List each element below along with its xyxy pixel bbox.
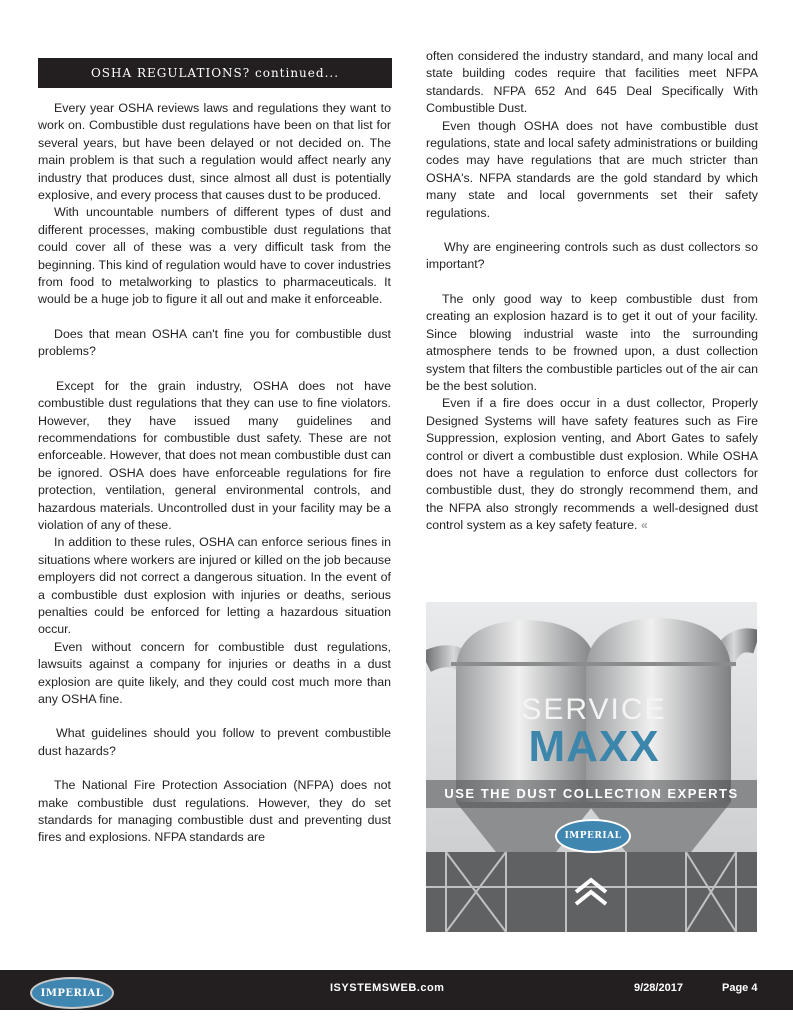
section-header-title: OSHA REGULATIONS? continued...	[90, 66, 340, 80]
paragraph: Even though OSHA does not have combustible dust regulations, state and local safety administrations or building codes may have regulations that are much stricter than OSHA's. NFPA standards are the gold standard by which many state and local governments set their safety regulations.	[426, 118, 758, 220]
end-mark-icon: «	[640, 518, 648, 533]
paragraph: With uncountable numbers of different types of dust and different processes, making combustible dust regulations that could cover all of these was a very difficult task from the beginning. This kind of regulation would have to cover industries from food to metalworking to plastics to pharmaceuticals. It would be a huge job to figure it all out and make it enforceable.	[38, 205, 391, 307]
question-heading: Why are engineering controls such as dust collectors so important?	[426, 240, 758, 272]
silo-band	[451, 662, 736, 666]
ad-imperial-logo	[555, 819, 631, 853]
footer-bar	[0, 970, 793, 1010]
service-maxx-ad[interactable]	[426, 602, 757, 932]
footer-logo-text: IMPERIAL	[40, 987, 104, 999]
ad-service-text: SERVICE	[521, 693, 667, 726]
paragraph: In addition to these rules, OSHA can enforce serious fines in situations where workers are injured or killed on the job because employers did not correct a dangerous situation. In the event of a combustible dust explosion with injuries or deaths, serious penalties could be enforced for letting a hazardous situation occur.	[38, 535, 391, 637]
footer-date: 9/28/2017	[634, 982, 683, 994]
ad-logo-text: IMPERIAL	[564, 831, 622, 841]
paragraph: The National Fire Protection Association (NFPA) does not make combustible dust regulations. However, they do set standards for managing combustible dust and preventing dust fires and explosions. NFPA standards are	[38, 778, 391, 845]
paragraph: The only good way to keep combustible dust from creating an explosion hazard is to get it out of your facility. Since blowing industrial waste into the surrounding atmosphere tends to be frowned upon, a dust collection system that filters the combustible particles out of the air can be the best solution.	[426, 291, 758, 393]
footer-website-link[interactable]: ISYSTEMSWEB.com	[330, 982, 445, 994]
paragraph	[426, 395, 758, 534]
paragraph: Even without concern for combustible dust regulations, lawsuits against a company for injuries or deaths in a dust explosion are quite likely, and they could cost much more than any OSHA fine.	[38, 639, 391, 706]
paragraph: Every year OSHA reviews laws and regulations they want to work on. Combustible dust regulations have been on that list for several years, but have been delayed or not decided on. The main problem is that such a regulation would affect nearly any industry that produces dust, since almost all dust is potentially explosive, and every process that causes dust to be produced.	[38, 101, 391, 203]
ad-maxx-text: MAXX	[528, 722, 660, 771]
section-header-bar	[38, 58, 392, 88]
ad-tagline: USE THE DUST COLLECTION EXPERTS	[444, 786, 739, 801]
right-column	[426, 48, 758, 535]
question-heading: Does that mean OSHA can't fine you for combustible dust problems?	[38, 326, 391, 359]
left-column	[38, 100, 391, 847]
paragraph-text: Even if a fire does occur in a dust collector, Properly Designed Systems will have safety features such as Fire Suppression, explosion venting, and Abort Gates to safely control or divert a combustible dust explosion. While OSHA does not have a regulation to enforce dust collectors for combustible dust, they do strongly recommend them, and the NFPA also strongly recommends a well-designed dust control system as a key safety feature.	[426, 396, 758, 533]
footer-page-number: Page 4	[722, 982, 758, 994]
question-heading: What guidelines should you follow to prevent combustible dust hazards?	[38, 726, 391, 758]
paragraph: Except for the grain industry, OSHA does not have combustible dust regulations that they can use to fine violators. However, they have issued many guidelines and recommendations for combustible dust safety. These are not enforceable. However, that does not mean combustible dust can be ignored. OSHA does have enforceable regulations for fire protection, ventilation, general environmental controls, and hazardous materials. Uncontrolled dust in your facility may be a violation of any of these.	[38, 378, 391, 532]
footer-imperial-logo[interactable]	[30, 977, 114, 1009]
paragraph: often considered the industry standard, and many local and state building codes require that facilities meet NFPA standards. NFPA 652 And 645 Deal Specifically With Combustible Dust.	[426, 49, 758, 116]
